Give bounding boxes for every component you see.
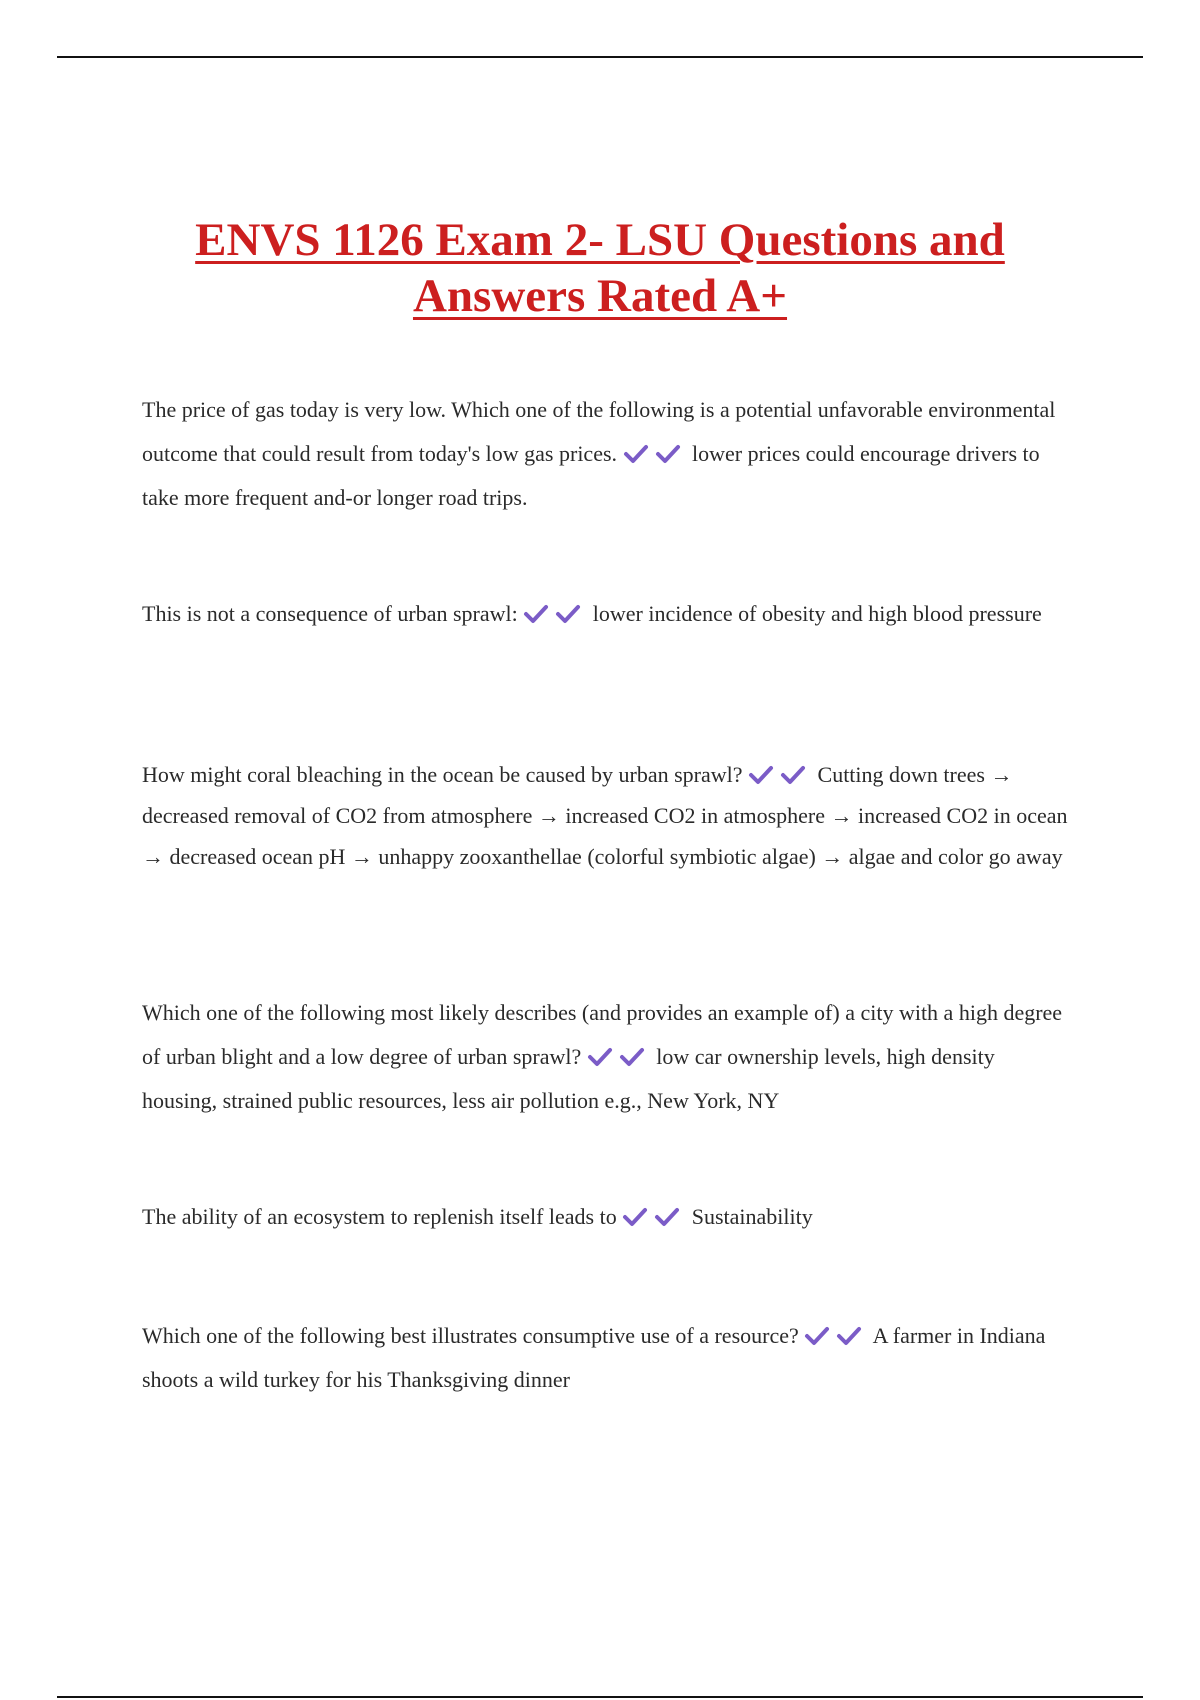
question-text: The ability of an ecosystem to replenish itself leads to: [142, 1204, 617, 1229]
question-text: Which one of the following best illustrates consumptive use of a resource?: [142, 1323, 799, 1348]
answer-text: lower incidence of obesity and high blood pressure: [592, 601, 1042, 626]
check-icon: [555, 604, 581, 624]
question-text: This is not a consequence of urban sprawl:: [142, 601, 518, 626]
check-icon: [836, 1326, 862, 1346]
qa-item-5: [142, 1195, 1072, 1239]
qa-item-4: [142, 991, 1072, 1123]
check-icon: [654, 1207, 680, 1227]
question-text: How might coral bleaching in the ocean be caused by urban sprawl?: [142, 762, 743, 787]
check-icon: [780, 765, 806, 785]
title-line-2: Answers Rated A+: [412, 270, 788, 322]
bottom-rule: [57, 1696, 1143, 1698]
answer-text: A farmer in Indiana shoots a wild turkey for his Thanksgiving dinner: [142, 1323, 1046, 1392]
check-icon: [622, 1207, 648, 1227]
check-icon: [619, 1047, 645, 1067]
answer-text: lower prices could encourage drivers to take more frequent and-or longer road trips.: [142, 441, 1040, 510]
question-text: Which one of the following most likely describes (and provides an example of) a city with a high degree of urban blight and a low degree of urban sprawl?: [142, 1000, 1063, 1069]
check-icon: [587, 1047, 613, 1067]
check-icon: [804, 1326, 830, 1346]
check-icon: [655, 444, 681, 464]
qa-item-2: [142, 592, 1072, 636]
title-line-1: ENVS 1126 Exam 2- LSU Questions and: [195, 214, 1005, 266]
qa-item-6: [142, 1314, 1072, 1402]
answer-text: Cutting down trees → decreased removal of CO2 from atmosphere → increased CO2 in atmosphere → increased CO2 in ocean → decreased ocean pH → unhappy zooxanthellae (colorful symbiotic algae) → algae and color go away: [142, 762, 1068, 869]
question-text: The price of gas today is very low. Which one of the following is a potential unfavorable environmental outcome that could result from today's low gas prices.: [142, 397, 1056, 466]
check-icon: [523, 604, 549, 624]
answer-text: Sustainability: [691, 1204, 813, 1229]
qa-item-1: [142, 388, 1072, 520]
answer-text: low car ownership levels, high density housing, strained public resources, less air pollution e.g., New York, NY: [142, 1044, 995, 1113]
document-title: [100, 212, 1100, 324]
check-icon: [748, 765, 774, 785]
top-rule: [57, 56, 1143, 58]
qa-item-3: [142, 754, 1072, 877]
check-icon: [623, 444, 649, 464]
